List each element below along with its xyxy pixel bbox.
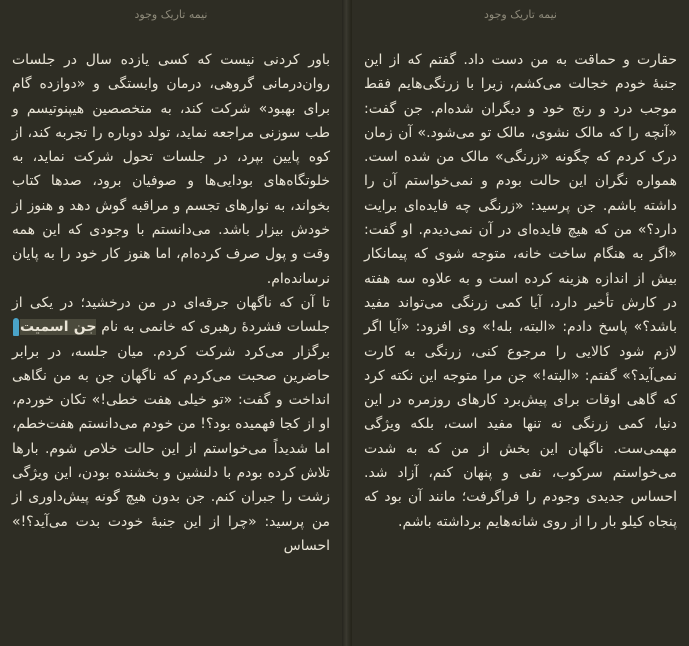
book-gutter xyxy=(342,0,352,646)
selection-handle-icon[interactable] xyxy=(13,318,19,336)
left-paragraph-2[interactable] xyxy=(12,291,330,558)
right-page[interactable] xyxy=(352,0,689,646)
right-paragraph-1[interactable]: حقارت و حماقت به من دست داد. گفتم که از این جنبهٔ خودم خجالت می‌کشم، زیرا با زرنگی‌هایم فقط موجب درد و رنج خود و دیگران شده‌ام. جن گفت: «آنچه را که مالک نشوی، مالک تو می‌شود.» آن زمان درک کردم که چگونه «زرنگی» مالک من شده است. همواره نگران این حالت بودم و نمی‌خواستم آن را داشته باشم. جن پرسید: «زرنگی چه فایده‌ای برایت دارد؟» من که هیچ فایده‌ای در آن نمی‌دیدم. او گفت: «اگر به هنگام ساخت خانه، متوجه شوی که پیمانکار بیش از اندازه هزینه کرده است و به علاوه سه هفته در کارش تأخیر دارد، آیا کمی زرنگی می‌تواند مفید باشد؟» پاسخ دادم: «البته، بله!» وی افزود: «آیا اگر لازم شود کالایی را مرجوع کنی، زرنگی به کارت نمی‌آید؟» گفتم: «البته!» جن مرا متوجه این نکته کرد که گاهی اوقات برای پیش‌برد کارهای روزمره در این دنیا، کمی زرنگی نه تنها مفید است، بلکه ویژگی مهمی‌ست. ناگهان این بخش از من که به شدت می‌خواستم سرکوب، نفی و پنهان کنم، آزاد شد. احساس جدیدی وجودم را فراگرفت؛ مانند آن بود که پنجاه کیلو بار را از روی شانه‌هایم برداشته باشم. xyxy=(364,52,677,530)
left-paragraph-2-end[interactable]: برگزار می‌کرد شرکت کردم. میان جلسه، در برابر حاضرین صحبت می‌کردم که ناگهان جن به من نگاهی انداخت و گفت: «تو خیلی هفت خطی!» تکان خوردم، او از کجا فهمیده بود؟! من خودم می‌دانستم هفت‌خطم، اما شدیداً می‌خواستم از این حالت خلاص شوم. بارها تلاش کرده بودم با دلنشین و بخشنده بودن، این ویژگی زشت را جبران کنم. جن بدون هیچ گونه پیش‌داوری از من پرسید: «چرا از این جنبهٔ خودت بدت می‌آید؟!» احساس xyxy=(12,343,330,554)
running-header-right: نیمه تاریک وجود xyxy=(484,8,557,21)
running-header-left: نیمه تاریک وجود xyxy=(134,8,208,21)
left-page[interactable] xyxy=(0,0,342,646)
left-page-text[interactable] xyxy=(12,48,330,558)
name-highlight[interactable]: جن اسمیت xyxy=(20,319,97,336)
left-paragraph-1[interactable]: باور کردنی نیست که کسی یازده سال در جلسات روان‌درمانی گروهی، درمان وابستگی و «دوازده گام برای بهبود» شرکت کند، به متخصصین هیپنوتیسم و طب سوزنی مراجعه نماید، تولد دوباره را تجربه کند، از کوه پایین بپرد، در جلسات تحول شرکت نماید، به خلوتگاه‌های بودایی‌ها و صوفیان برود، صدها کتاب بخواند، به نوارهای تجسم و مراقبه گوش دهد و هنوز از خودش بیزار باشد. می‌دانستم با وجودی که این همه وقت و پول صرف کرده‌ام، اما هنوز کار خود را به پایان نرسانده‌ام. xyxy=(12,52,330,287)
left-paragraph-2-start[interactable]: تا آن که ناگهان جرقه‌ای در من درخشید؛ در یکی از جلسات فشردهٔ رهبری که خانمی به نام xyxy=(12,294,330,336)
right-page-text[interactable] xyxy=(364,48,677,534)
